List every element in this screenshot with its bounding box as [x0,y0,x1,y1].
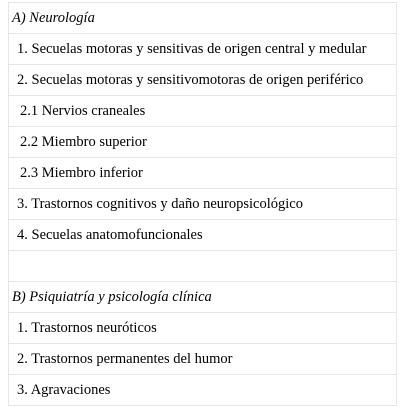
table-row: 1. Trastornos neuróticos [9,313,396,344]
table-row: 2. Secuelas motoras y sensitivomotoras de origen periférico [9,65,396,96]
table-row: 3. Trastornos cognitivos y daño neuropsicológico [9,189,396,220]
classification-table [8,2,397,406]
section-heading-psiquiatria: B) Psiquiatría y psicología clínica [9,282,396,313]
section-heading-neurologia: A) Neurología [9,3,396,34]
table-row: 3. Agravaciones [9,375,396,406]
table-row: 2.2 Miembro superior [9,127,396,158]
empty-row [9,251,396,282]
table-row: 2.1 Nervios craneales [9,96,396,127]
table-row: 2. Trastornos permanentes del humor [9,344,396,375]
table-row: 2.3 Miembro inferior [9,158,396,189]
table-row: 4. Secuelas anatomofuncionales [9,220,396,251]
table-row: 1. Secuelas motoras y sensitivas de origen central y medular [9,34,396,65]
